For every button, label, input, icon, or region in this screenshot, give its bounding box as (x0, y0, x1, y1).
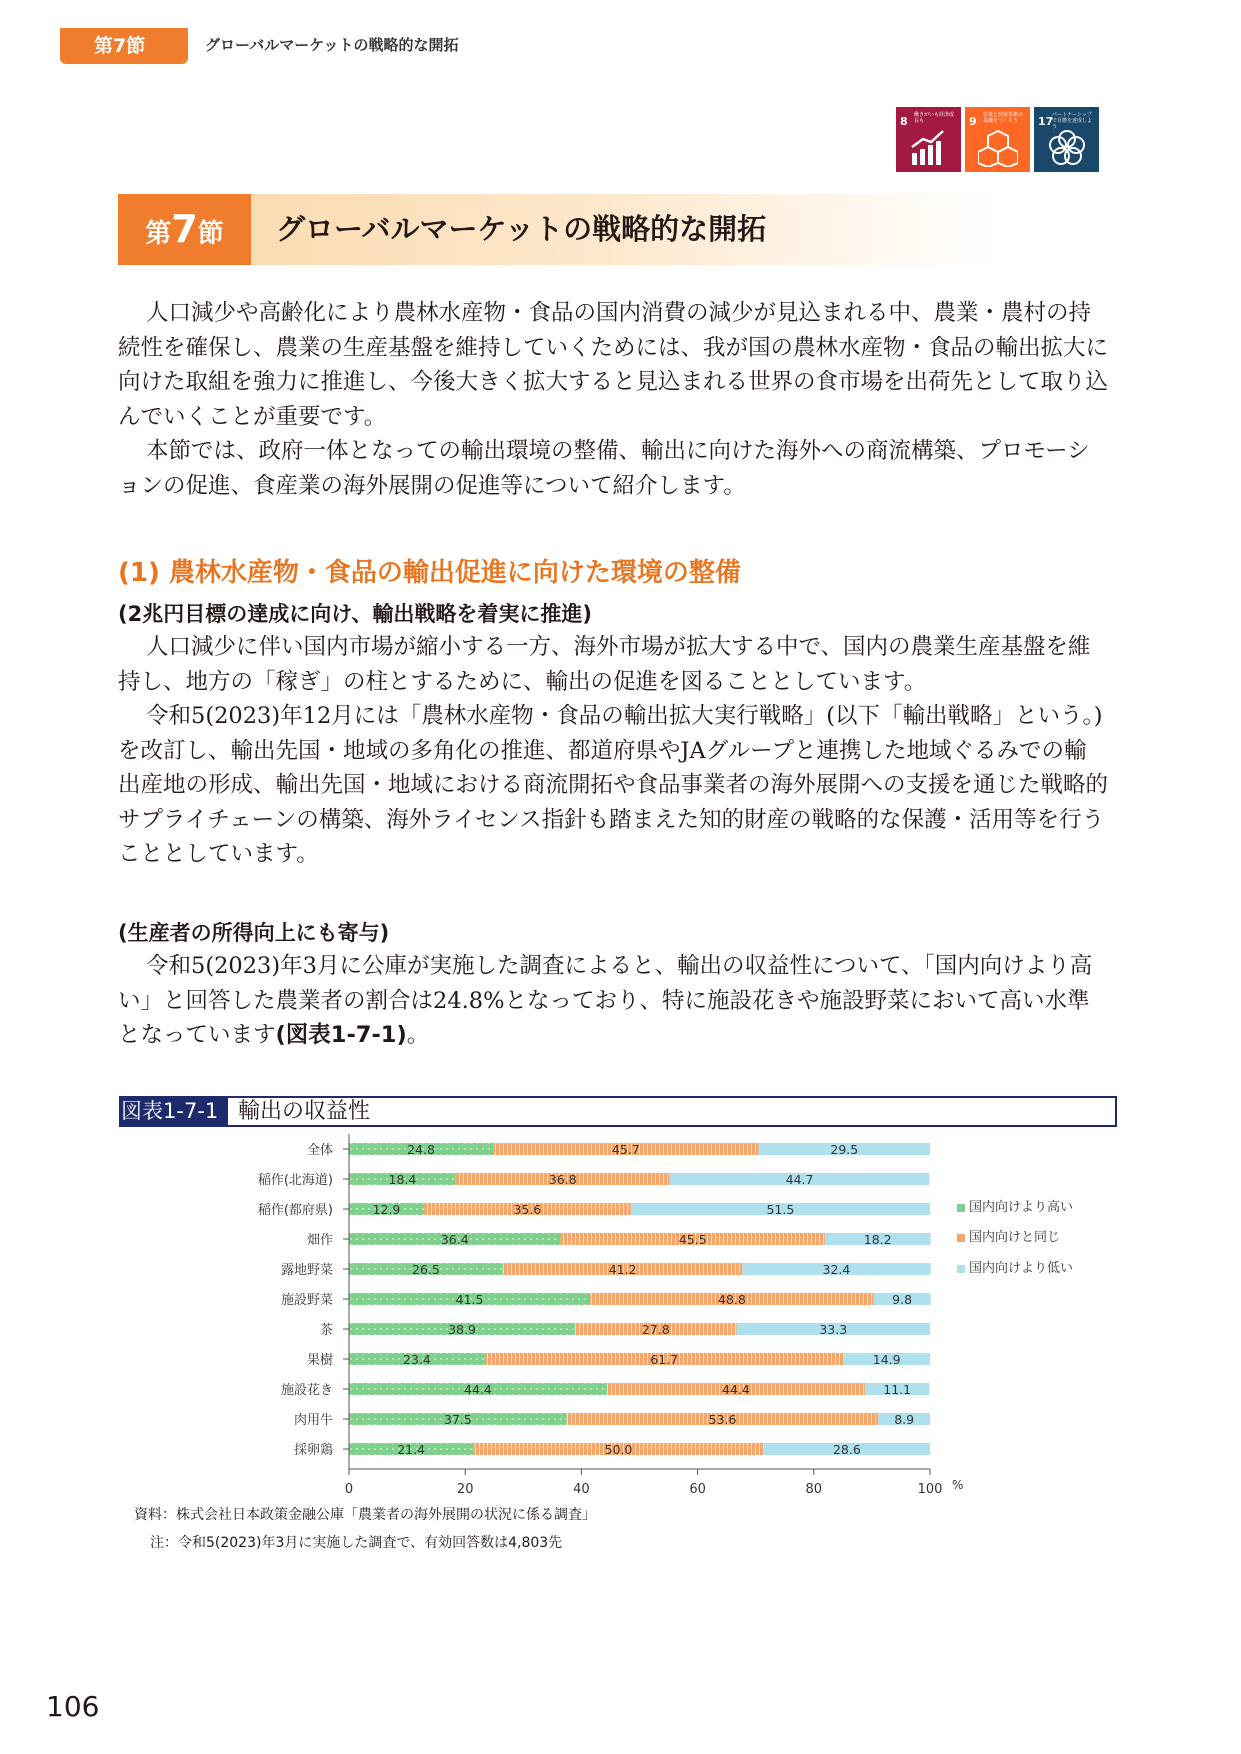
intro-paragraph: 人口減少や高齢化により農林水産物・食品の国内消費の減少が見込まれる中、農業・農村の持続性を確保し、農業の生産基盤を維持していくためには、我が国の農林水産物・食品の輸出拡大に向けた取組を強力に推進し、今後大きく拡大すると見込まれる世界の食市場を出荷先として取り込んでいくことが重要です。 (118, 300, 1109, 430)
data-label: 50.0 (604, 1442, 633, 1457)
data-label: 18.4 (388, 1172, 417, 1187)
intro-paragraph: 本節では、政府一体となっての輸出環境の整備、輸出に向けた海外への商流構築、プロモーションの促進、食産業の海外展開の促進等について紹介します。 (118, 438, 1090, 499)
data-label: 23.4 (403, 1352, 431, 1367)
data-label: 61.7 (650, 1352, 679, 1367)
header-title: グローバルマーケットの戦略的な開拓 (205, 36, 459, 54)
figure-title: 輸出の収益性 (238, 1099, 371, 1124)
legend-swatch (957, 1265, 965, 1273)
data-label: 32.4 (822, 1262, 851, 1277)
data-label: 48.8 (717, 1292, 746, 1307)
data-label: 29.5 (830, 1142, 859, 1157)
data-label: 35.6 (513, 1202, 542, 1217)
x-tick-label: 40 (573, 1482, 590, 1497)
data-label: 53.6 (708, 1412, 737, 1427)
data-label: 18.2 (863, 1232, 892, 1247)
sdg-text: 産業と技術革新の基盤をつくろう (983, 112, 1024, 124)
legend-item-higher (957, 1196, 1073, 1215)
topic-heading: (2兆円目標の達成に向け、輸出戦略を着実に推進) (118, 602, 592, 626)
data-label: 11.1 (883, 1382, 912, 1397)
data-label: 21.4 (397, 1442, 426, 1457)
subsection-heading: (1) 農林水産物・食品の輸出促進に向けた環境の整備 (118, 558, 741, 588)
badge-suffix: 節 (197, 219, 224, 249)
page-number: 106 (46, 1690, 100, 1723)
category-label: 露地野菜 (280, 1263, 333, 1278)
body-paragraph: 令和5(2023)年12月には「農林水産物・食品の輸出拡大実行戦略」(以下「輸出戦略」という。)を改訂し、輸出先国・地域の多角化の推進、都道府県やJAグループと連携した地域ぐるみでの輸出産地の形成、輸出先国・地域における商流開拓や食品事業者の海外展開への支援を通じた戦略的サプライチェーンの構築、海外ライセンス指針も踏まえた知的財産の戦略的な保護・活用等を行うこととしています。 (118, 703, 1109, 867)
data-label: 41.2 (608, 1262, 637, 1277)
data-label: 14.9 (872, 1352, 901, 1367)
category-label: 施設野菜 (280, 1293, 333, 1308)
category-label: 施設花き (280, 1383, 333, 1398)
sdg-number: 17 (1038, 115, 1054, 128)
badge-number: 7 (171, 207, 198, 251)
data-label: 26.5 (412, 1262, 440, 1277)
category-label: 全体 (306, 1143, 333, 1158)
x-tick-label: 80 (805, 1482, 823, 1497)
x-tick-label: 0 (344, 1482, 354, 1497)
sdg-number: 8 (900, 115, 908, 128)
data-label: 44.7 (785, 1172, 814, 1187)
data-label: 51.5 (766, 1202, 795, 1217)
category-label: 肉用牛 (293, 1413, 333, 1428)
data-label: 36.8 (548, 1172, 577, 1187)
figure-source: 資料：株式会社日本政策金融公庫「農業者の海外展開の状況に係る調査」 (134, 1507, 596, 1523)
category-label: 果樹 (306, 1353, 333, 1368)
x-tick-label: 100 (917, 1482, 943, 1497)
legend-label: 国内向けと同じ (969, 1230, 1061, 1245)
legend-label: 国内向けより低い (969, 1261, 1074, 1276)
body-text: 令和5(2023)年3月に公庫が実施した調査によると、輸出の収益性について、「国内向けより高い」と回答した農業者の割合は24.8%となっており、特に施設花きや施設野菜において高い水準となっています (118, 953, 1093, 1048)
category-label: 茶 (319, 1323, 333, 1338)
data-label: 36.4 (440, 1232, 469, 1247)
legend-label: 国内向けより高い (969, 1200, 1074, 1215)
data-label: 38.9 (448, 1322, 476, 1337)
legend-item-same (957, 1226, 1060, 1245)
category-label: 採卵鶏 (293, 1443, 333, 1458)
body-text-end: 。 (406, 1022, 430, 1048)
sdg-number: 9 (969, 115, 977, 128)
data-label: 33.3 (819, 1322, 848, 1337)
x-tick-label: 20 (456, 1482, 474, 1497)
figure-label: 図表1-7-1 (119, 1096, 228, 1127)
data-label: 44.4 (722, 1382, 750, 1397)
data-label: 37.5 (444, 1412, 472, 1427)
topic-heading: (生産者の所得向上にも寄与) (118, 921, 390, 945)
data-label: 27.8 (641, 1322, 670, 1337)
header-section-tab: 第7節 (60, 28, 188, 64)
section-title: グローバルマーケットの戦略的な開拓 (276, 212, 767, 246)
legend-item-lower (957, 1257, 1073, 1276)
legend-swatch (957, 1234, 965, 1242)
data-label: 44.4 (464, 1382, 492, 1397)
body-paragraph: 人口減少に伴い国内市場が縮小する一方、海外市場が拡大する中で、国内の農業生産基盤を維持し、地方の「稼ぎ」の柱とするために、輸出の促進を図ることとしています。 (118, 634, 1091, 695)
data-label: 9.8 (892, 1292, 913, 1307)
figure-reference: (図表1-7-1) (275, 1022, 407, 1048)
data-label: 24.8 (407, 1142, 435, 1157)
sdg-text: 働きがいも経済成長も (914, 112, 955, 124)
figure-note: 注：令和5(2023)年3月に実施した調査で、有効回答数は4,803先 (150, 1535, 563, 1551)
data-label: 45.5 (678, 1232, 707, 1247)
legend-swatch (957, 1204, 965, 1212)
data-label: 8.9 (894, 1412, 915, 1427)
x-unit-label: % (952, 1478, 964, 1492)
category-label: 稲作(都府県) (257, 1203, 333, 1218)
x-tick-label: 60 (689, 1482, 706, 1497)
category-label: 稲作(北海道) (257, 1173, 333, 1188)
sdg-text: パートナーシップで目標を達成しよう (1052, 112, 1093, 130)
category-label: 畑作 (306, 1233, 333, 1248)
badge-prefix: 第 (145, 219, 172, 249)
data-label: 41.5 (455, 1292, 484, 1307)
data-label: 12.9 (372, 1202, 401, 1217)
data-label: 28.6 (832, 1442, 861, 1457)
data-label: 45.7 (611, 1142, 640, 1157)
